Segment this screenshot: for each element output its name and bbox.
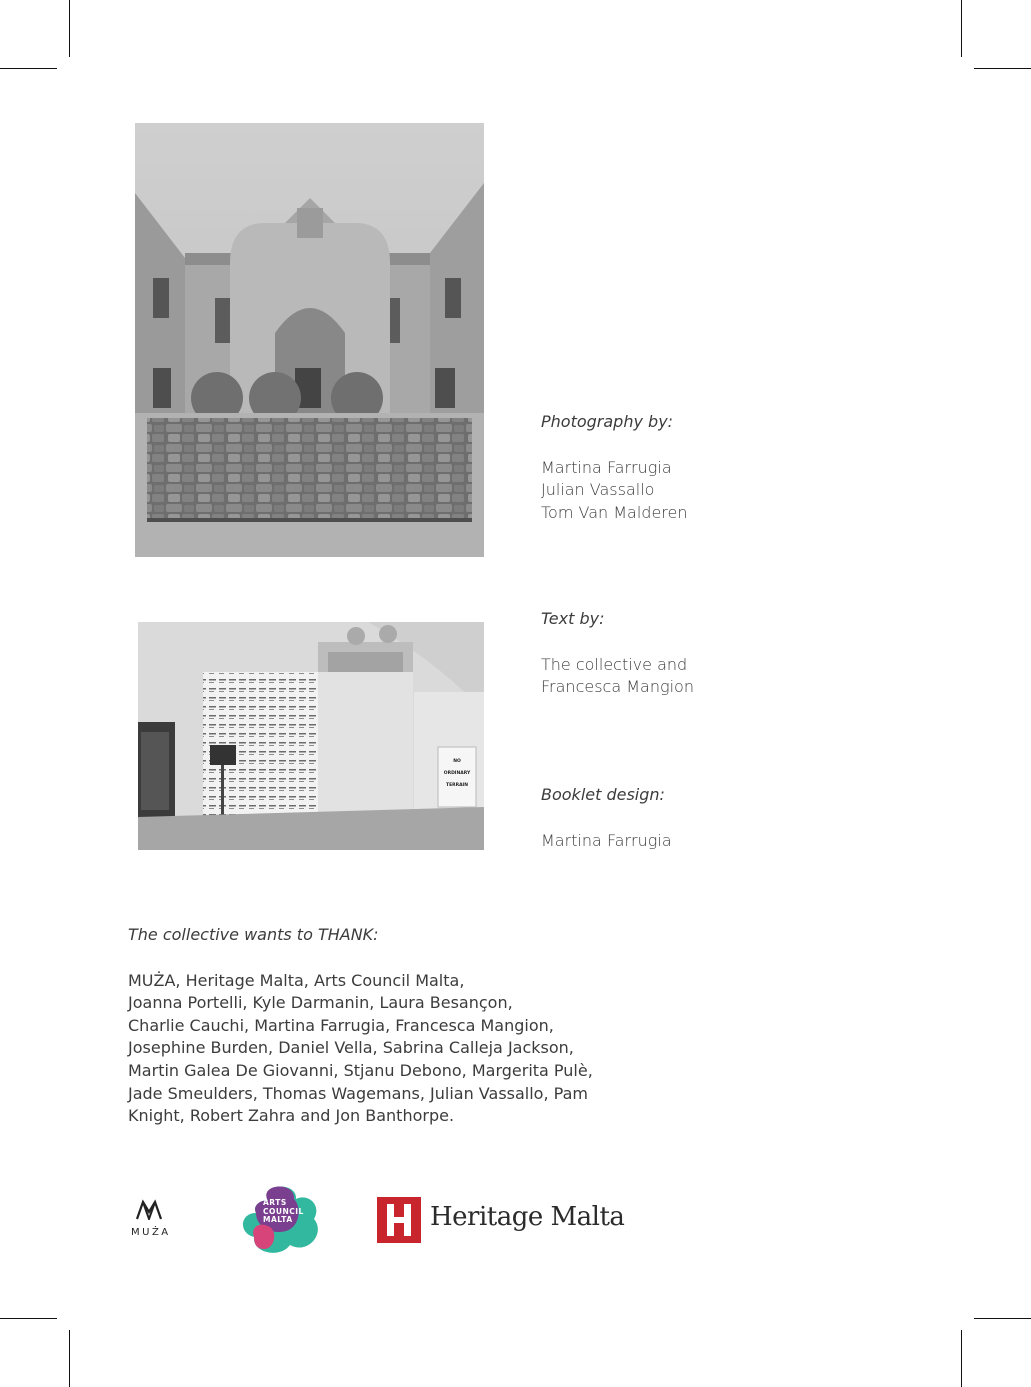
courtyard-photo: [135, 123, 484, 557]
thanks-line: Joanna Portelli, Kyle Darmanin, Laura Besançon,: [128, 993, 513, 1013]
crop-mark: [961, 0, 962, 57]
crop-mark: [974, 68, 1031, 69]
credit-name: Tom Van Malderen: [541, 502, 688, 522]
thanks-line: MUŻA, Heritage Malta, Arts Council Malta,: [128, 970, 465, 990]
arts-council-malta-logo-text: [263, 1199, 304, 1225]
credit-name: Martina Farrugia: [541, 457, 672, 477]
credit-name: Martina Farrugia: [541, 830, 672, 850]
muza-logo-icon: [136, 1198, 162, 1220]
design-heading: Booklet design:: [541, 785, 665, 804]
thanks-line: Knight, Robert Zahra and Jon Banthorpe.: [128, 1106, 455, 1126]
heritage-malta-logo-icon: [377, 1197, 421, 1243]
crop-mark: [974, 1318, 1031, 1319]
thanks-section: [128, 924, 593, 1128]
thanks-line: Josephine Burden, Daniel Vella, Sabrina Calleja Jackson,: [128, 1038, 574, 1058]
photography-heading: Photography by:: [541, 412, 674, 431]
sign-line: TERRAIN: [446, 783, 468, 788]
thanks-heading: The collective wants to THANK:: [128, 925, 379, 944]
muza-logo-text: MUŻA: [131, 1227, 171, 1238]
gallery-photo: [138, 622, 484, 850]
crop-mark: [961, 1330, 962, 1387]
crop-mark: [0, 1318, 57, 1319]
thanks-line: Martin Galea De Giovanni, Stjanu Debono, Margerita Pulè,: [128, 1060, 593, 1080]
thanks-line: Jade Smeulders, Thomas Wagemans, Julian Vassallo, Pam: [128, 1083, 588, 1103]
sign-line: ORDINARY: [443, 771, 471, 776]
acm-text-line: MALTA: [263, 1215, 293, 1224]
credit-name: Julian Vassallo: [541, 480, 655, 500]
photography-credit: [541, 411, 688, 524]
heritage-malta-logo-text: Heritage Malta: [430, 1202, 625, 1232]
sign-line: NO: [453, 759, 461, 764]
acm-text-line: COUNCIL: [263, 1206, 304, 1216]
acm-text-line: ARTS: [263, 1198, 287, 1207]
text-credit: [541, 608, 694, 699]
crop-mark: [0, 68, 57, 69]
design-credit: [541, 784, 672, 852]
thanks-line: Charlie Cauchi, Martina Farrugia, Francesca Mangion,: [128, 1015, 554, 1035]
text-heading: Text by:: [541, 609, 605, 628]
credit-name: The collective and: [541, 654, 688, 674]
crop-mark: [69, 0, 70, 57]
crop-mark: [69, 1330, 70, 1387]
credit-name: Francesca Mangion: [541, 677, 694, 697]
